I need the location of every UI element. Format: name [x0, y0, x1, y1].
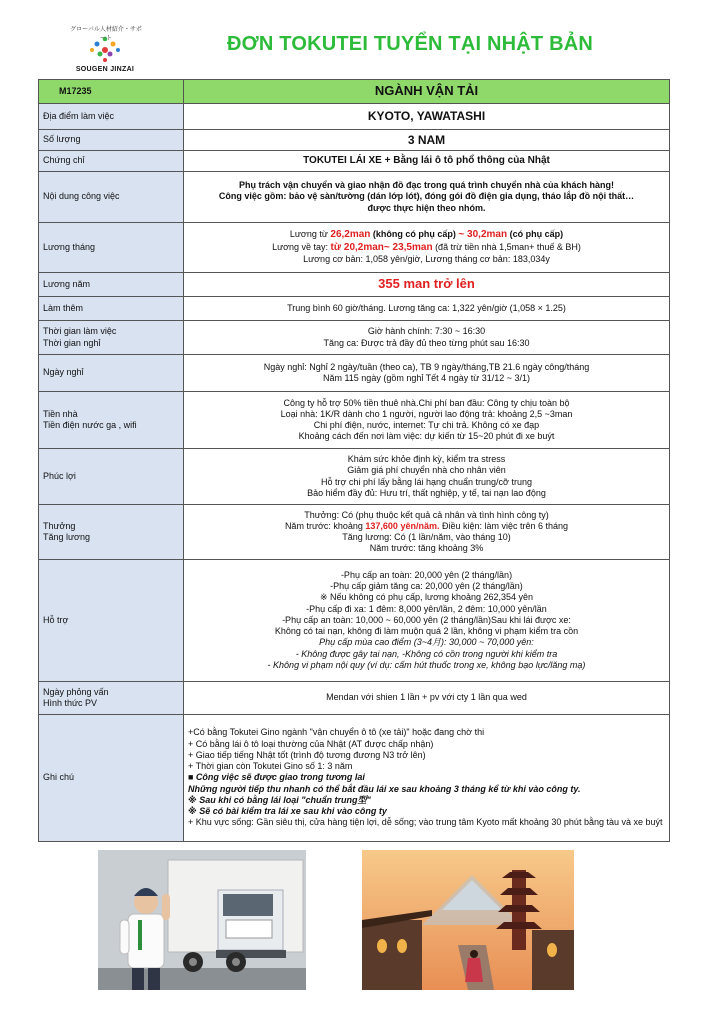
value-housing [184, 392, 670, 449]
notes-line: +Có bằng Tokutei Gino ngành "vận chuyển ô tô (xe tải)" hoặc đang chờ thi [188, 727, 485, 738]
label-welfare: Phúc lợi [39, 449, 184, 505]
kyoto-street-illustration [362, 850, 574, 990]
label-notes: Ghi chú [39, 715, 184, 842]
notes-bold-line: Những người tiếp thu nhanh có thể bắt đầu lái xe sau khoảng 3 tháng kể từ khi vào công ty. [188, 783, 581, 794]
allowance-line: -Phụ cấp an toàn: 20,000 yên (2 tháng/lần) [340, 569, 513, 580]
label-housing [39, 392, 184, 449]
value-quantity: 3 NAM [184, 130, 670, 151]
row-hours [39, 321, 670, 355]
table-header-row [39, 80, 670, 104]
allowance-italic-line: - Không được gây tai nạn, -Không có cồn trong người khi kiểm tra [295, 648, 558, 659]
label-allowance: Hỗ trợ [39, 560, 184, 682]
label-days-off: Ngày nghỉ [39, 355, 184, 392]
salary-text: (đã trừ tiền nhà 1,5man+ thuế & BH) [432, 241, 581, 252]
welfare-line: Khám sức khỏe định kỳ, kiểm tra stress [347, 454, 506, 464]
logo-arc-text: グローバル人材紹介・サポート [70, 27, 142, 42]
label-line: Thưởng [43, 520, 76, 531]
housing-line: Chi phí điện, nước, internet: Tự chi trả. Không có xe đạp [313, 420, 540, 430]
value-hours [184, 321, 670, 355]
row-overtime [39, 297, 670, 321]
value-monthly-salary [184, 223, 670, 273]
salary-text: Lương về tay: [272, 241, 331, 252]
housing-line: Công ty hỗ trợ 50% tiền thuê nhà.Chi phí ban đầu: Công ty chịu toàn bộ [283, 397, 570, 408]
salary-text: (có phụ cấp) [507, 229, 564, 240]
allowance-italic-line: Phụ cấp mùa cao điểm (3~4月): 30,000 ~ 70,000 yên: [319, 637, 534, 648]
row-monthly-salary [39, 223, 670, 273]
welfare-line: Bảo hiểm đầy đủ: Hưu trí, thất nghiệp, y tế, tai nạn lao động [307, 487, 546, 498]
notes-bold-line: ■ Công việc sẽ được giao trong tương lai [188, 772, 365, 783]
notes-bold-line: ※ Sẽ có bài kiểm tra lái xe sau khi vào công ty [188, 806, 387, 817]
value-notes [184, 715, 670, 842]
row-interview [39, 682, 670, 715]
bonus-amount: 137,600 yên/năm. [365, 520, 440, 531]
row-annual-salary [39, 273, 670, 297]
label-quantity: Số lượng [39, 130, 184, 151]
take-home-range: từ 20,2man~ 23,5man [330, 241, 433, 253]
label-line: Thời gian làm việc [43, 326, 117, 337]
hours-line: Tăng ca: Được trả đầy đủ theo từng phút sau 16:30 [323, 337, 530, 348]
value-allowance [184, 560, 670, 682]
value-certificate: TOKUTEI LÁI XE + Bằng lái ô tô phổ thông của Nhật [184, 151, 670, 172]
notes-line: + Có bằng lái ô tô loại thường của Nhật (AT được chấp nhận) [188, 738, 434, 749]
notes-bold-line: ※ Sau khi có bằng lái loại "chuẩn trung型" [188, 794, 371, 805]
bonus-line [188, 521, 665, 532]
label-bonus [39, 505, 184, 560]
value-interview: Mendan với shien 1 lần + pv với cty 1 lần qua wed [184, 682, 670, 715]
hours-line: Giờ hành chính: 7:30 ~ 16:30 [367, 326, 486, 337]
value-overtime: Trung bình 60 giờ/tháng. Lương tăng ca: 1,322 yên/giờ (1,058 × 1.25) [184, 297, 670, 321]
allowance-italic-line: - Không vi phạm nội quy (ví dụ: cấm hút thuốc trong xe, không bạo lực/lăng mạ) [267, 659, 586, 670]
row-quantity [39, 130, 670, 151]
row-housing [39, 392, 670, 449]
bonus-line: Thưởng: Có (phụ thuộc kết quả cả nhân và tình hình công ty) [304, 509, 549, 520]
truck-driver-photo [98, 850, 306, 990]
bonus-line: Tăng lương: Có (1 lần/năm, vào tháng 10) [342, 532, 511, 542]
salary-text: (không có phụ cấp) [370, 229, 459, 240]
salary-line-3: Lương cơ bản: 1,058 yên/giờ, Lương tháng cơ bản: 183,034y [303, 254, 550, 265]
content-line: được thực hiện theo nhóm. [367, 202, 486, 213]
value-days-off [184, 355, 670, 392]
label-job-content: Nội dung công việc [39, 172, 184, 223]
label-line: Tiền nhà [43, 408, 78, 419]
value-welfare [184, 449, 670, 505]
value-job-content [184, 172, 670, 223]
label-location: Địa điểm làm việc [39, 104, 184, 130]
salary-min: 26,2man [330, 229, 371, 241]
page-title: ĐƠN TOKUTEI TUYỂN TẠI NHẬT BẢN [226, 33, 594, 55]
label-overtime: Làm thêm [39, 297, 184, 321]
job-industry: NGÀNH VẬN TẢI [184, 80, 670, 104]
label-line: Thời gian nghỉ [43, 337, 101, 348]
label-line: Tăng lương [43, 532, 90, 542]
logo-caption: SOUGEN JINZAI [75, 66, 135, 73]
value-annual-salary: 355 man trở lên [184, 273, 670, 297]
label-line: Tiền điện nước ga , wifi [43, 420, 137, 430]
allowance-line: -Phụ cấp đi xa: 1 đêm: 8,000 yên/lần, 2 đêm: 10,000 yên/lần [306, 603, 547, 614]
label-annual-salary: Lương năm [39, 273, 184, 297]
salary-text: Lương từ [289, 229, 331, 240]
row-location [39, 104, 670, 130]
housing-line: Loại nhà: 1K/R dành cho 1 người, người lao động trả: khoảng 2,5 ~3man [280, 408, 573, 419]
housing-line: Khoảng cách đến nơi làm việc: dự kiến từ 15~20 phút đi xe buýt [298, 431, 555, 442]
allowance-line: -Phụ cấp an toàn: 10,000 ~ 60,000 yên (2 tháng/lần)Sau khi lái được xe: [282, 614, 571, 625]
notes-line: + Khu vực sống: Gần siêu thị, cửa hàng tiện lợi, dễ sống; vào trung tâm Kyoto mất khoảng 30 phút bằng tàu và xe buýt [188, 817, 663, 828]
bonus-text: Điều kiện: làm việc trên 6 tháng [439, 520, 569, 531]
label-line: Hình thức PV [43, 698, 98, 708]
truck-driver-illustration [98, 850, 306, 990]
allowance-line: -Phụ cấp giảm tăng ca: 20,000 yên (2 tháng/lần) [330, 581, 523, 592]
label-hours [39, 321, 184, 355]
label-line: Ngày phỏng vấn [43, 686, 109, 697]
content-line: Công việc gồm: bảo vệ sàn/tường (dán lớp lót), đóng gói đồ điện gia dụng, tháo lắp đồ nội thất… [218, 191, 635, 202]
value-location: KYOTO, YAWATASHI [184, 104, 670, 130]
job-table [38, 79, 670, 842]
notes-line: + Giao tiếp tiếng Nhật tốt (trình độ tương đương N3 trở lên) [188, 749, 426, 760]
row-notes [39, 715, 670, 842]
label-interview [39, 682, 184, 715]
job-code: M17235 [39, 80, 184, 104]
bonus-text: Năm trước: khoảng [284, 520, 366, 531]
row-allowance [39, 560, 670, 682]
row-days-off [39, 355, 670, 392]
label-certificate: Chứng chỉ [39, 151, 184, 172]
row-certificate [39, 151, 670, 172]
salary-line-1 [188, 229, 665, 242]
welfare-line: Giảm giá phí chuyển nhà cho nhân viên [347, 465, 506, 476]
salary-max: ~ 30,2man [458, 229, 508, 241]
allowance-line: ※ Nếu không có phụ cấp, lương khoảng 262,354 yên [319, 592, 534, 603]
label-monthly-salary: Lương tháng [39, 223, 184, 273]
header [0, 0, 713, 80]
days-off-line: Ngày nghỉ: Nghỉ 2 ngày/tuần (theo ca), TB 9 ngày/tháng,TB 21.6 ngày công/tháng [263, 361, 590, 372]
allowance-line: Không có tai nạn, không đi làm muộn quá 2 lần, không vi phạm kiểm tra cồn [274, 626, 579, 637]
row-bonus [39, 505, 670, 560]
days-off-line: Năm 115 ngày (gồm nghỉ Tết 4 ngày từ 31/12 ~ 3/1) [322, 373, 531, 383]
value-bonus [184, 505, 670, 560]
bonus-line: Năm trước: tăng khoảng 3% [369, 543, 484, 554]
kyoto-pagoda-photo [362, 850, 574, 990]
content-line: Phụ trách vận chuyển và giao nhận đồ đạc trong quá trình chuyển nhà của khách hàng! [238, 180, 615, 191]
salary-line-2 [188, 242, 665, 255]
notes-line: + Thời gian còn Tokutei Gino số 1: 3 năm [188, 761, 353, 772]
row-welfare [39, 449, 670, 505]
row-job-content [39, 172, 670, 223]
welfare-line: Hỗ trợ chi phí lấy bằng lái hạng chuẩn trung/cỡ trung [321, 476, 532, 487]
